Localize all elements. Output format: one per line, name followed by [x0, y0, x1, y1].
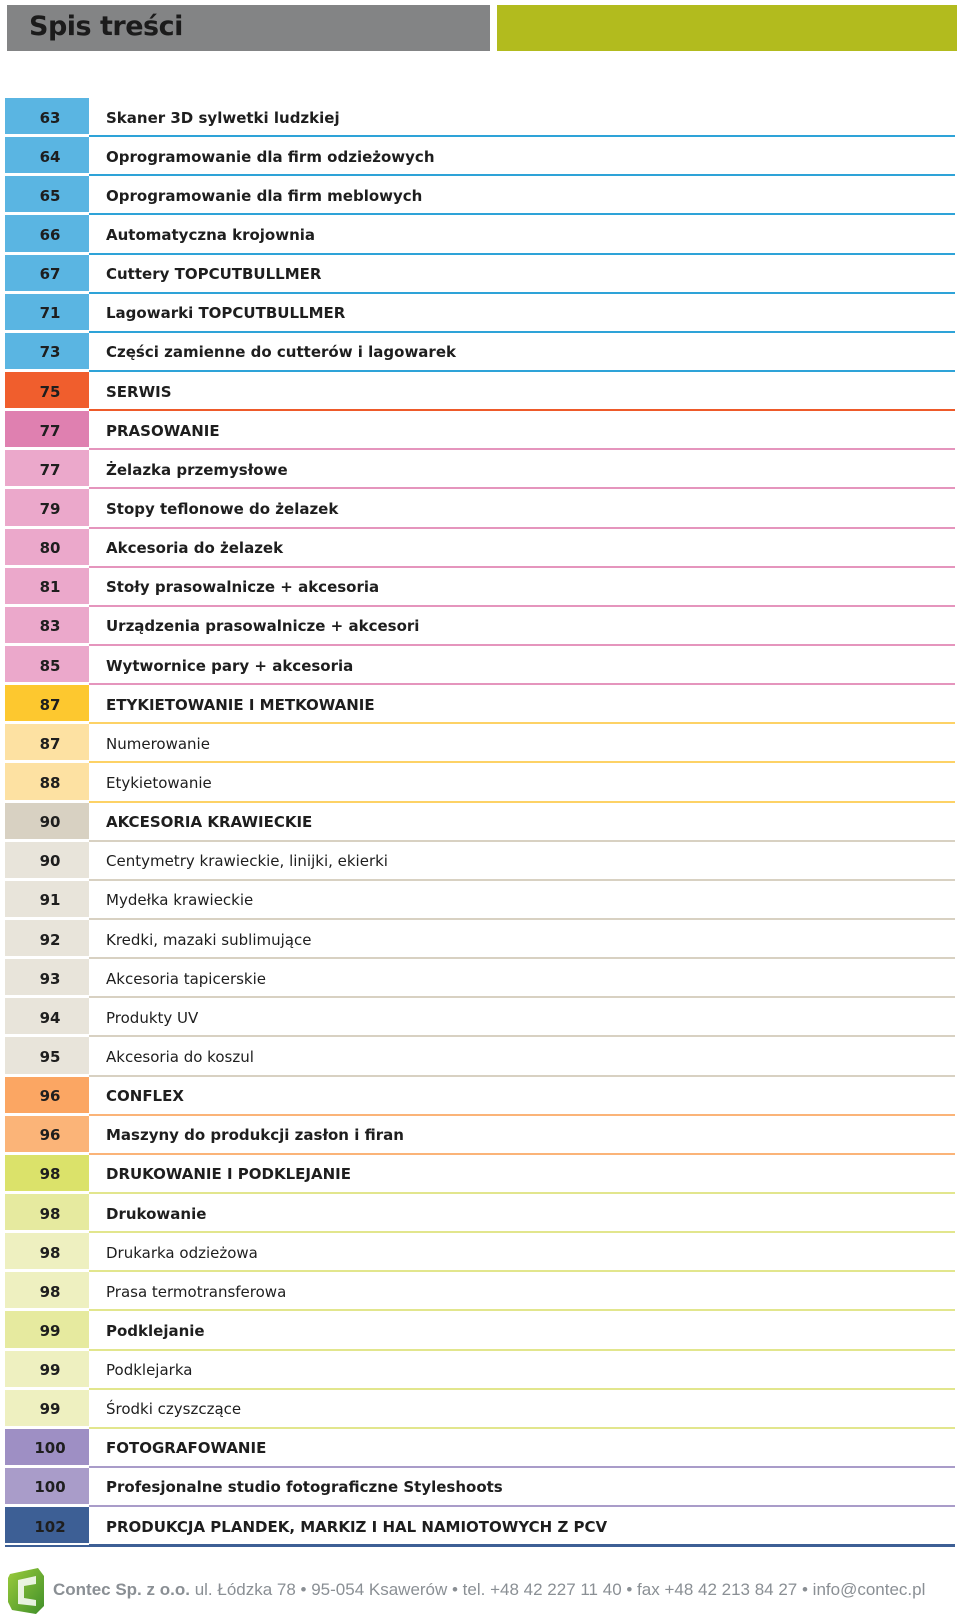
toc-row	[5, 1116, 955, 1155]
toc-row	[5, 1155, 955, 1194]
toc-row	[5, 294, 955, 333]
toc-row	[5, 1468, 955, 1507]
toc-entry-title: Centymetry krawieckie, linijki, ekierki	[106, 852, 388, 871]
toc-page-number: 99	[5, 1351, 89, 1390]
toc-row	[5, 137, 955, 176]
toc-row	[5, 372, 955, 411]
toc-page-number: 71	[5, 294, 89, 333]
toc-page-number: 85	[5, 646, 89, 685]
header-bar	[7, 5, 490, 51]
toc-entry-title: Maszyny do produkcji zasłon i firan	[106, 1126, 404, 1145]
toc-entry-title: Automatyczna krojownia	[106, 225, 316, 244]
toc-row	[5, 842, 955, 881]
toc-entry-title: Stoły prasowalnicze + akcesoria	[106, 578, 380, 597]
toc-entry-title: PRODUKCJA PLANDEK, MARKIZ I HAL NAMIOTOWYCH Z PCV	[106, 1517, 608, 1536]
toc-entry-title: Profesjonalne studio fotograficzne Styleshoots	[106, 1478, 503, 1497]
toc-row	[5, 333, 955, 372]
toc-row	[5, 803, 955, 842]
toc-row	[5, 489, 955, 528]
toc-row	[5, 646, 955, 685]
toc-entry-title: Akcesoria do koszul	[106, 1047, 254, 1066]
toc-entry-title: Mydełka krawieckie	[106, 891, 254, 910]
toc-row	[5, 529, 955, 568]
toc-page-number: 99	[5, 1311, 89, 1350]
toc-page-number: 80	[5, 529, 89, 568]
toc-page-number: 93	[5, 959, 89, 998]
contec-logo-icon	[6, 1566, 46, 1616]
toc-entry-title: Numerowanie	[106, 734, 210, 753]
page-title: Spis treści	[29, 11, 183, 42]
toc-row	[5, 607, 955, 646]
toc-row	[5, 1077, 955, 1116]
toc-entry-title: PRASOWANIE	[106, 421, 220, 440]
footer-details: ul. Łódzka 78 • 95-054 Ksawerów • tel. +48 42 227 11 40 • fax +48 42 213 84 27 • info@contec.pl	[194, 1580, 926, 1599]
toc-entry-title: Wytwornice pary + akcesoria	[106, 656, 354, 675]
toc-page-number: 98	[5, 1194, 89, 1233]
toc-entry-title: Urządzenia prasowalnicze + akcesori	[106, 617, 420, 636]
toc-entry-title: AKCESORIA KRAWIECKIE	[106, 813, 313, 832]
toc-row	[5, 959, 955, 998]
toc-page-number: 64	[5, 137, 89, 176]
toc-row	[5, 1037, 955, 1076]
toc-page-number: 98	[5, 1272, 89, 1311]
toc-entry-title: Akcesoria do żelazek	[106, 539, 284, 558]
header-accent-bar	[497, 5, 957, 51]
toc-entry-title: Podklejanie	[106, 1321, 205, 1340]
toc-row	[5, 920, 955, 959]
toc-row	[5, 215, 955, 254]
toc-page-number: 67	[5, 255, 89, 294]
bottom-divider	[5, 1545, 955, 1547]
footer-contact	[53, 1580, 925, 1600]
toc-page-number: 96	[5, 1077, 89, 1116]
toc-page-number: 66	[5, 215, 89, 254]
toc-page-number: 90	[5, 842, 89, 881]
toc-entry-title: SERWIS	[106, 382, 172, 401]
toc-page-number: 81	[5, 568, 89, 607]
toc-page-number: 73	[5, 333, 89, 372]
toc-page-number: 87	[5, 724, 89, 763]
toc-page-number: 63	[5, 98, 89, 137]
toc-entry-title: ETYKIETOWANIE I METKOWANIE	[106, 695, 375, 714]
toc-entry-title: Produkty UV	[106, 1008, 199, 1027]
toc-entry-title: Drukarka odzieżowa	[106, 1243, 258, 1262]
toc-page-number: 94	[5, 998, 89, 1037]
toc-page-number: 98	[5, 1233, 89, 1272]
toc-row	[5, 1507, 955, 1546]
toc-entry-title: Żelazka przemysłowe	[106, 460, 288, 479]
toc-entry-title: Etykietowanie	[106, 773, 212, 792]
toc-page-number: 95	[5, 1037, 89, 1076]
toc-page-number: 92	[5, 920, 89, 959]
toc-row	[5, 685, 955, 724]
footer	[0, 1560, 960, 1623]
toc-entry-title: Środki czyszczące	[106, 1400, 242, 1419]
toc-row	[5, 1311, 955, 1350]
toc-entry-title: Kredki, mazaki sublimujące	[106, 930, 312, 949]
toc-page-number: 88	[5, 763, 89, 802]
toc-entry-title: Stopy teflonowe do żelazek	[106, 499, 339, 518]
toc-page-number: 77	[5, 411, 89, 450]
table-of-contents	[5, 98, 955, 1546]
toc-row	[5, 1272, 955, 1311]
toc-row	[5, 255, 955, 294]
toc-page-number: 90	[5, 803, 89, 842]
toc-page-number: 91	[5, 881, 89, 920]
toc-entry-title: Podklejarka	[106, 1361, 193, 1380]
toc-page-number: 77	[5, 450, 89, 489]
toc-page-number: 83	[5, 607, 89, 646]
toc-page-number: 79	[5, 489, 89, 528]
toc-row	[5, 411, 955, 450]
toc-row	[5, 450, 955, 489]
toc-entry-title: DRUKOWANIE I PODKLEJANIE	[106, 1165, 351, 1184]
toc-row	[5, 724, 955, 763]
toc-entry-title: Oprogramowanie dla firm odzieżowych	[106, 147, 435, 166]
toc-entry-title: FOTOGRAFOWANIE	[106, 1439, 267, 1458]
toc-row	[5, 1351, 955, 1390]
toc-row	[5, 176, 955, 215]
toc-row	[5, 1194, 955, 1233]
toc-row	[5, 1233, 955, 1272]
toc-page-number: 102	[5, 1507, 89, 1546]
toc-page-number: 87	[5, 685, 89, 724]
toc-page-number: 100	[5, 1468, 89, 1507]
toc-entry-title: Części zamienne do cutterów i lagowarek	[106, 343, 456, 362]
toc-row	[5, 881, 955, 920]
toc-row	[5, 568, 955, 607]
toc-page-number: 65	[5, 176, 89, 215]
toc-entry-title: Skaner 3D sylwetki ludzkiej	[106, 108, 340, 127]
toc-row	[5, 98, 955, 137]
toc-entry-title: Akcesoria tapicerskie	[106, 969, 267, 988]
toc-page-number: 98	[5, 1155, 89, 1194]
toc-entry-title: CONFLEX	[106, 1087, 184, 1106]
toc-row	[5, 1390, 955, 1429]
toc-row	[5, 1429, 955, 1468]
toc-page-number: 100	[5, 1429, 89, 1468]
footer-company: Contec Sp. z o.o.	[53, 1580, 190, 1599]
toc-page-number: 99	[5, 1390, 89, 1429]
toc-row	[5, 998, 955, 1037]
toc-entry-title: Prasa termotransferowa	[106, 1282, 287, 1301]
toc-entry-title: Lagowarki TOPCUTBULLMER	[106, 304, 346, 323]
toc-row	[5, 763, 955, 802]
toc-entry-title: Oprogramowanie dla firm meblowych	[106, 186, 423, 205]
toc-entry-title: Drukowanie	[106, 1204, 207, 1223]
toc-entry-title: Cuttery TOPCUTBULLMER	[106, 265, 322, 284]
toc-page-number: 75	[5, 372, 89, 411]
toc-page-number: 96	[5, 1116, 89, 1155]
